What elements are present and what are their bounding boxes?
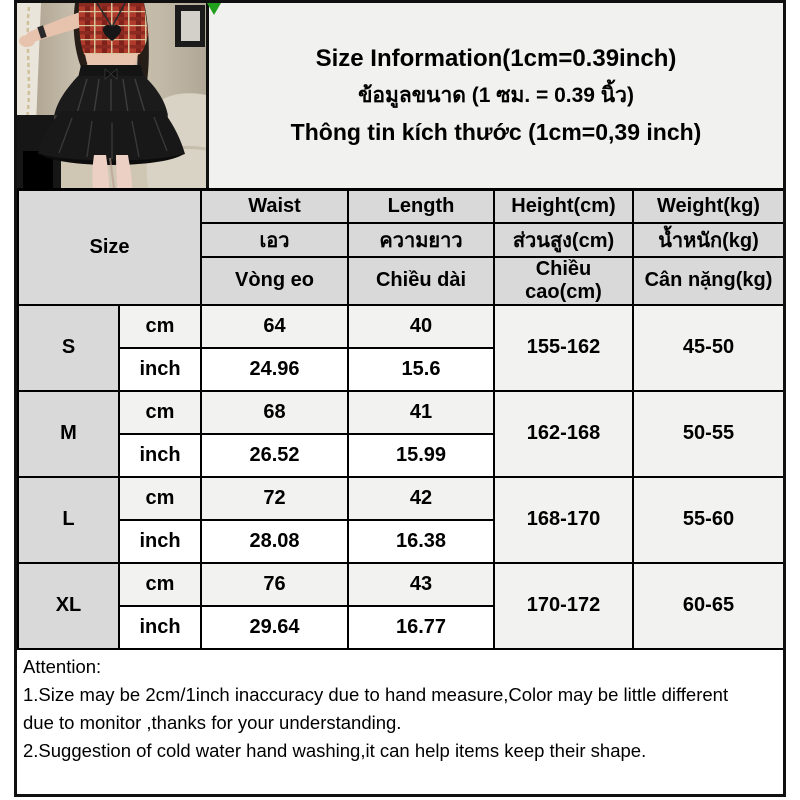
- waist-value: 24.96: [201, 348, 348, 391]
- header-length-vi: Chiều dài: [348, 257, 494, 305]
- size-label: M: [18, 391, 119, 477]
- unit-label: inch: [119, 434, 201, 477]
- length-value: 43: [348, 563, 494, 606]
- header-weight-en: Weight(kg): [633, 190, 784, 223]
- waist-value: 28.08: [201, 520, 348, 563]
- row-s-cm: [18, 305, 784, 348]
- waist-value: 64: [201, 305, 348, 348]
- size-table: [17, 188, 785, 650]
- header-waist-en: Waist: [201, 190, 348, 223]
- waist-value: 29.64: [201, 606, 348, 649]
- unit-label: inch: [119, 348, 201, 391]
- product-photo-svg: [17, 3, 206, 188]
- waist-value: 68: [201, 391, 348, 434]
- header-length-en: Length: [348, 190, 494, 223]
- header-height-th: ส่วนสูง(cm): [494, 223, 633, 257]
- length-value: 15.6: [348, 348, 494, 391]
- header-weight-vi: Cân nặng(kg): [633, 257, 784, 305]
- header-row-en: [18, 190, 784, 223]
- length-value: 16.38: [348, 520, 494, 563]
- weight-range: 55-60: [633, 477, 784, 563]
- product-photo: [17, 3, 206, 188]
- waist-value: 26.52: [201, 434, 348, 477]
- size-chart-frame: [14, 0, 786, 797]
- header-length-th: ความยาว: [348, 223, 494, 257]
- attention-line: 1.Size may be 2cm/1inch inaccuracy due to hand measure,Color may be little different: [23, 683, 729, 705]
- header-size: Size: [18, 190, 201, 305]
- header-waist-vi: Vòng eo: [201, 257, 348, 305]
- unit-label: cm: [119, 477, 201, 520]
- size-label: L: [18, 477, 119, 563]
- length-value: 40: [348, 305, 494, 348]
- size-label: S: [18, 305, 119, 391]
- height-range: 162-168: [494, 391, 633, 477]
- length-value: 42: [348, 477, 494, 520]
- top-row: [17, 3, 783, 188]
- length-value: 16.77: [348, 606, 494, 649]
- title-panel: [206, 3, 783, 188]
- height-range: 168-170: [494, 477, 633, 563]
- weight-range: 45-50: [633, 305, 784, 391]
- waist-value: 76: [201, 563, 348, 606]
- weight-range: 50-55: [633, 391, 784, 477]
- weight-range: 60-65: [633, 563, 784, 649]
- attention-line: due to monitor ,thanks for your understanding.: [23, 711, 402, 733]
- size-label: XL: [18, 563, 119, 649]
- waist-value: 72: [201, 477, 348, 520]
- plaid-crop-top: [79, 3, 148, 56]
- length-value: 41: [348, 391, 494, 434]
- unit-label: inch: [119, 520, 201, 563]
- picture-frame: [175, 5, 205, 47]
- green-corner-icon: [207, 3, 221, 15]
- unit-label: cm: [119, 305, 201, 348]
- unit-label: cm: [119, 391, 201, 434]
- unit-label: inch: [119, 606, 201, 649]
- row-m-cm: [18, 391, 784, 434]
- height-range: 170-172: [494, 563, 633, 649]
- header-height-en: Height(cm): [494, 190, 633, 223]
- unit-label: cm: [119, 563, 201, 606]
- attention-section: [17, 650, 783, 768]
- title-line-en: Size Information(1cm=0.39inch): [315, 45, 677, 72]
- title-line-vi: Thông tin kích thước (1cm=0,39 inch): [290, 119, 702, 145]
- height-range: 155-162: [494, 305, 633, 391]
- row-xl-cm: [18, 563, 784, 606]
- attention-line: 2.Suggestion of cold water hand washing,it can help items keep their shape.: [23, 739, 647, 761]
- header-height-vi: Chiều cao(cm): [494, 257, 633, 305]
- title-line-th: ข้อมูลขนาด (1 ซม. = 0.39 นิ้ว): [358, 84, 634, 107]
- header-weight-th: น้ำหนัก(kg): [633, 223, 784, 257]
- header-waist-th: เอว: [201, 223, 348, 257]
- row-l-cm: [18, 477, 784, 520]
- attention-heading: Attention:: [23, 655, 102, 677]
- length-value: 15.99: [348, 434, 494, 477]
